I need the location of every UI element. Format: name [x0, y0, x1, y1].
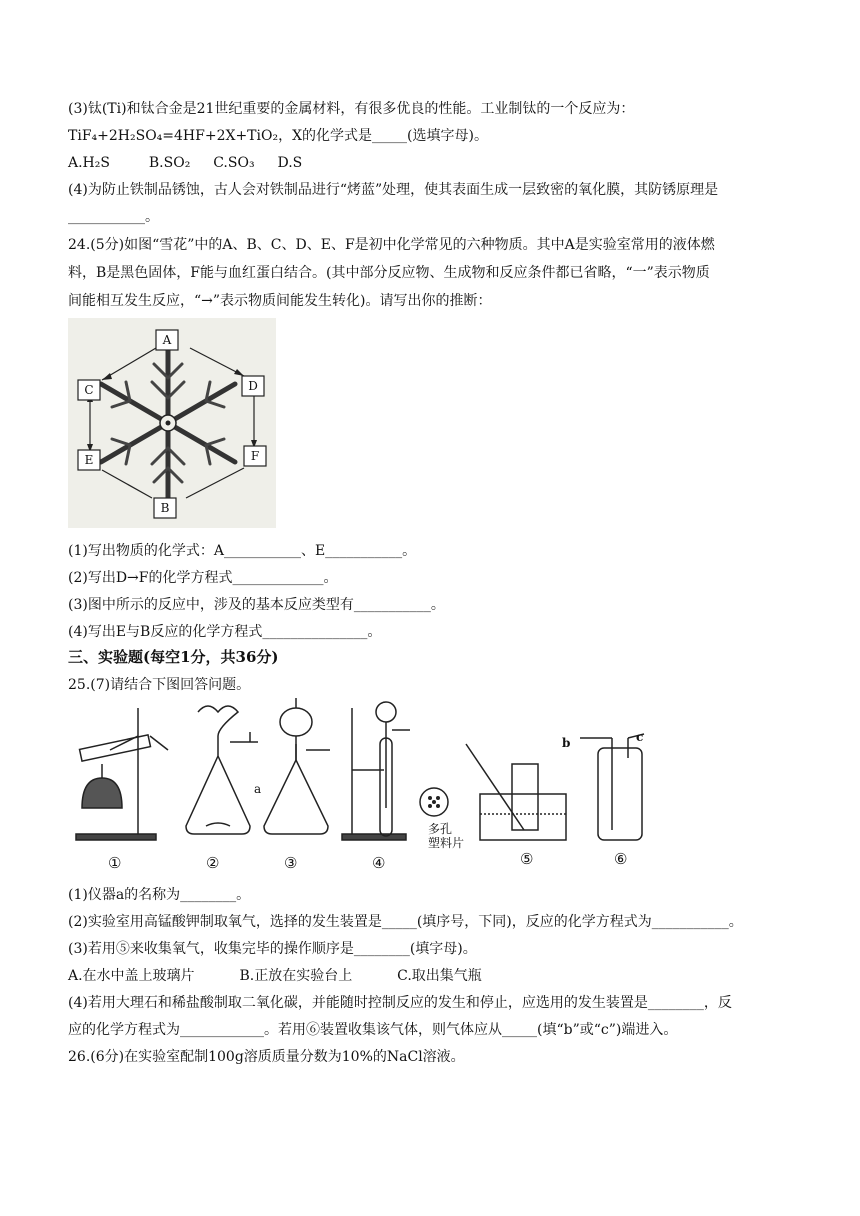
q25-sub4-line1: (4)若用大理石和稀盐酸制取二氧化碳，并能随时控制反应的发生和停止，应选用的发生装置是________，反 [68, 995, 732, 1011]
node-label-d: D [248, 379, 258, 393]
apparatus-3-label: ③ [284, 854, 298, 872]
option-b: B.SO₂ [148, 155, 191, 171]
snowflake-figure [68, 318, 276, 528]
node-label-a: A [162, 333, 172, 347]
q25-intro: 25.(7)请结合下图回答问题。 [68, 677, 251, 693]
q25-sub3-options [68, 967, 482, 985]
section-title: 三、实验题(每空1分，共36分) [68, 648, 279, 666]
node-label-e: E [84, 453, 94, 467]
q23-part4-line1: (4)为防止铁制品锈蚀，古人会对铁制品进行“烤蓝”处理，使其表面生成一层致密的氧化膜，其防锈原理是 [68, 182, 719, 198]
apparatus-4-label: ④ [372, 854, 386, 872]
apparatus-2-label: ② [206, 854, 220, 872]
option-b: B.正放在实验台上 [239, 968, 353, 984]
tube-c-label: c [636, 730, 644, 744]
apparatus-5-label: ⑤ [520, 850, 534, 868]
q25-sub3: (3)若用⑤来收集氧气，收集完毕的操作顺序是________(填字母)。 [68, 941, 477, 957]
option-d: D.S [277, 155, 303, 171]
q24-sub1: (1)写出物质的化学式：A___________、E___________。 [68, 543, 417, 559]
option-a: A.在水中盖上玻璃片 [68, 968, 195, 984]
tube-b-label: b [562, 736, 571, 750]
node-label-b: B [160, 501, 170, 515]
q26-intro: 26.(6分)在实验室配制100g溶质质量分数为10%的NaCl溶液。 [68, 1049, 465, 1065]
q23-options [68, 154, 302, 172]
q24-intro-line3: 间能相互发生反应，“→”表示物质间能发生转化)。请写出你的推断： [68, 293, 492, 309]
q24-sub3: (3)图中所示的反应中，涉及的基本反应类型有___________。 [68, 597, 445, 613]
apparatus-figure [68, 698, 650, 878]
q24-intro-line1: 24.(5分)如图“雪花”中的A、B、C、D、E、F是初中化学常见的六种物质。其中A是实验室常用的液体燃 [68, 237, 715, 253]
q24-sub2: (2)写出D→F的化学方程式_____________。 [68, 570, 338, 586]
q24-sub4: (4)写出E与B反应的化学方程式_______________。 [68, 624, 382, 640]
q25-sub4-line2: 应的化学方程式为____________。若用⑥装置收集该气体，则气体应从_____(填“b”或“c”)端进入。 [68, 1022, 678, 1038]
porous-plate-line1: 多孔 [428, 822, 453, 836]
apparatus-6-label: ⑥ [614, 850, 628, 868]
q25-sub1: (1)仪器a的名称为________。 [68, 887, 251, 903]
option-c: C.取出集气瓶 [397, 968, 482, 984]
porous-plate-label [428, 822, 464, 850]
node-label-f: F [250, 449, 260, 463]
q23-part3-line1: (3)钛(Ti)和钛合金是21世纪重要的金属材料，有很多优良的性能。工业制钛的一个反应为： [68, 101, 635, 117]
option-a: A.H₂S [68, 155, 110, 171]
porous-plate-line2: 塑料片 [428, 836, 465, 850]
node-label-c: C [84, 383, 94, 397]
q23-part4-line2: ___________。 [68, 209, 159, 225]
q25-sub2: (2)实验室用高锰酸钾制取氧气，选择的发生装置是_____(填序号，下同)，反应的化学方程式为___________。 [68, 914, 743, 930]
q24-intro-line2: 料，B是黑色固体，F能与血红蛋白结合。(其中部分反应物、生成物和反应条件都已省略，“一”表示物质 [68, 265, 710, 281]
instrument-a-label: a [254, 782, 262, 796]
q23-part3-equation: TiF₄+2H₂SO₄=4HF+2X+TiO₂，X的化学式是_____(选填字母)。 [68, 128, 488, 144]
apparatus-1-label: ① [108, 854, 122, 872]
option-c: C.SO₃ [213, 155, 255, 171]
